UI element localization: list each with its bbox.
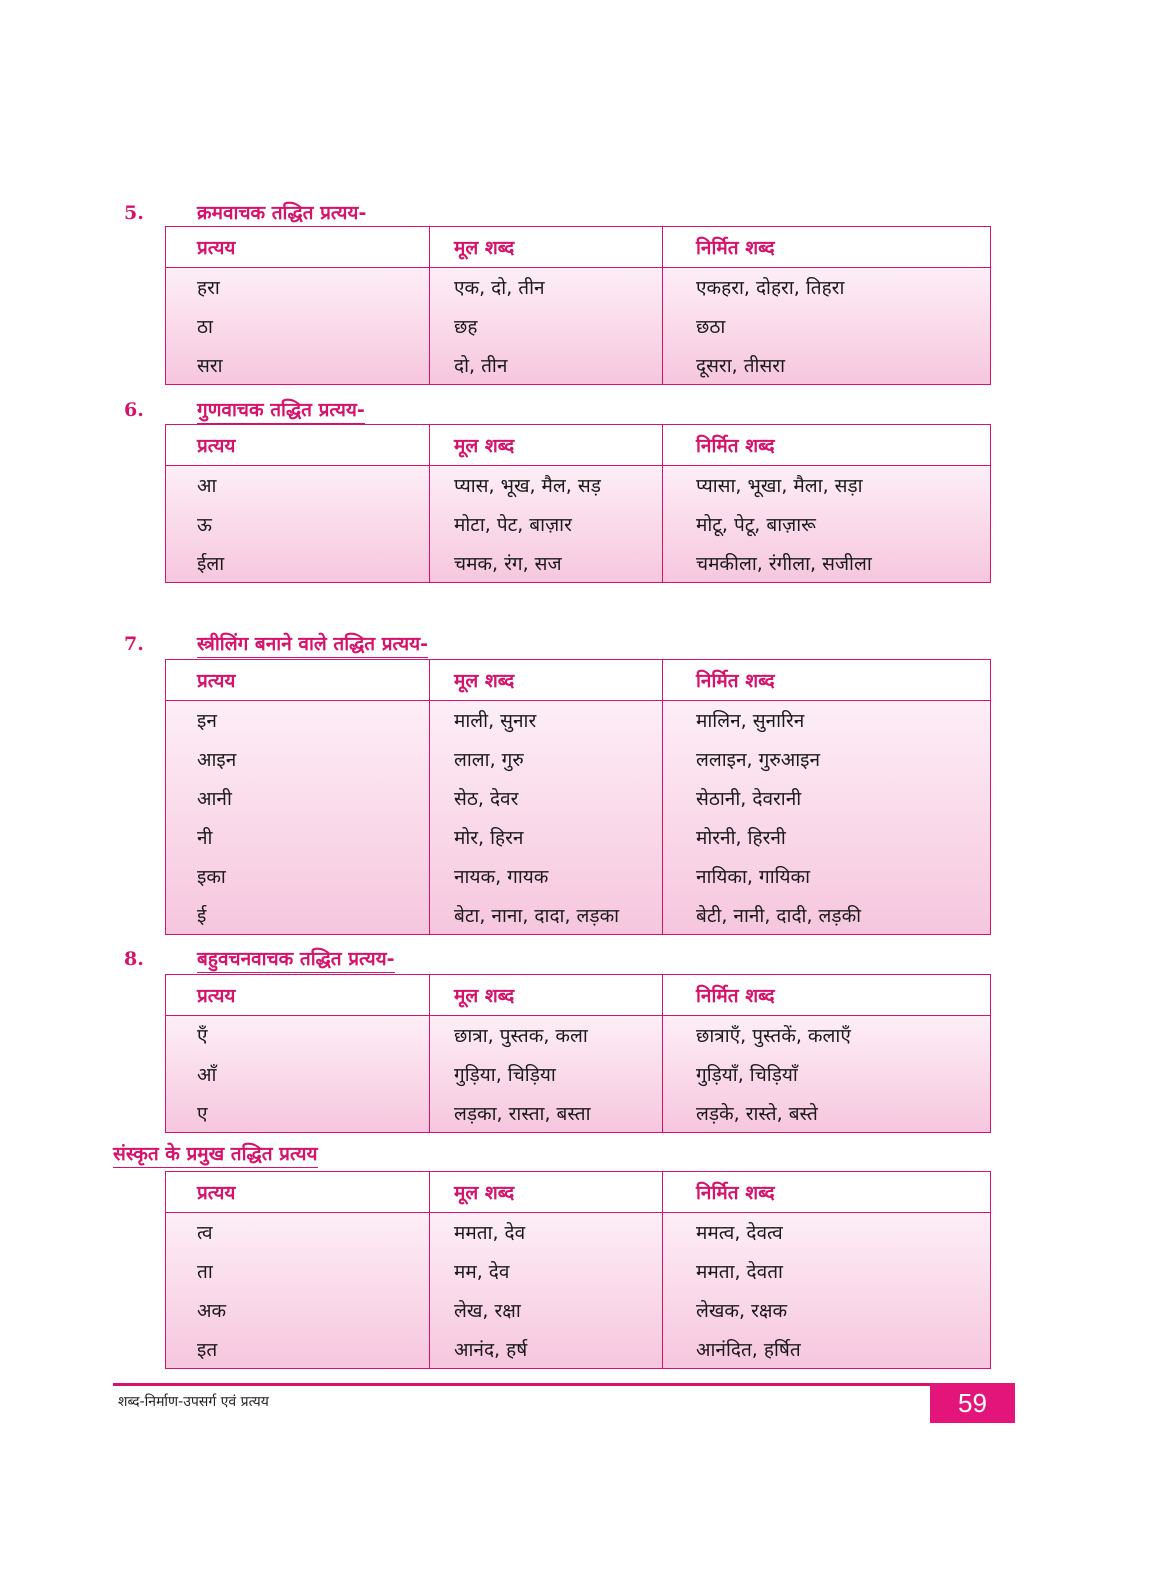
cell-root-word: लाला, गुरु: [430, 740, 663, 779]
table-section-8: [165, 974, 991, 1133]
table-row: [166, 307, 991, 346]
table-header-row: [166, 975, 991, 1016]
table-row: [166, 1291, 991, 1330]
cell-formed-word: छात्राएँ, पुस्तकें, कलाएँ: [663, 1016, 991, 1055]
table-row: [166, 1252, 991, 1291]
cell-root-word: सेठ, देवर: [430, 779, 663, 818]
header-suffix: प्रत्यय: [166, 425, 430, 466]
cell-root-word: लड़का, रास्ता, बस्ता: [430, 1094, 663, 1133]
cell-root-word: प्यास, भूख, मैल, सड़: [430, 466, 663, 505]
cell-root-word: मोर, हिरन: [430, 818, 663, 857]
cell-suffix: अक: [166, 1291, 430, 1330]
cell-formed-word: ममता, देवता: [663, 1252, 991, 1291]
header-root-word: मूल शब्द: [430, 1172, 663, 1213]
header-suffix: प्रत्यय: [166, 227, 430, 268]
table-sanskrit: [165, 1171, 991, 1369]
table-header-row: [166, 1172, 991, 1213]
cell-formed-word: लेखक, रक्षक: [663, 1291, 991, 1330]
table-row: [166, 1094, 991, 1133]
table-row: [166, 1016, 991, 1055]
section-7-heading: [124, 630, 428, 658]
cell-root-word: छह: [430, 307, 663, 346]
table-header-row: [166, 660, 991, 701]
header-suffix: प्रत्यय: [166, 975, 430, 1016]
cell-formed-word: मालिन, सुनारिन: [663, 701, 991, 740]
cell-suffix: ई: [166, 896, 430, 935]
section-title: क्रमवाचक तद्धित प्रत्यय-: [197, 199, 366, 227]
cell-suffix: आँ: [166, 1055, 430, 1094]
table-row: [166, 1330, 991, 1369]
cell-formed-word: मोरनी, हिरनी: [663, 818, 991, 857]
header-formed-word: निर्मित शब्द: [663, 975, 991, 1016]
header-root-word: मूल शब्द: [430, 660, 663, 701]
cell-formed-word: ममत्व, देवत्व: [663, 1213, 991, 1252]
table-row: [166, 701, 991, 740]
cell-formed-word: मोटू, पेटू, बाज़ारू: [663, 505, 991, 544]
table-row: [166, 346, 991, 385]
table-row: [166, 896, 991, 935]
cell-root-word: माली, सुनार: [430, 701, 663, 740]
header-root-word: मूल शब्द: [430, 227, 663, 268]
cell-formed-word: सेठानी, देवरानी: [663, 779, 991, 818]
table-row: [166, 505, 991, 544]
header-suffix: प्रत्यय: [166, 660, 430, 701]
cell-suffix: त्व: [166, 1213, 430, 1252]
cell-root-word: नायक, गायक: [430, 857, 663, 896]
table-section-7: [165, 659, 991, 935]
cell-formed-word: लड़के, रास्ते, बस्ते: [663, 1094, 991, 1133]
footer-divider: [113, 1383, 1015, 1386]
header-suffix: प्रत्यय: [166, 1172, 430, 1213]
cell-suffix: आ: [166, 466, 430, 505]
cell-suffix: नी: [166, 818, 430, 857]
table-header-row: [166, 425, 991, 466]
cell-suffix: इत: [166, 1330, 430, 1369]
header-root-word: मूल शब्द: [430, 425, 663, 466]
section-number: 7.: [124, 633, 144, 655]
section-title: स्त्रीलिंग बनाने वाले तद्धित प्रत्यय-: [197, 630, 428, 658]
cell-formed-word: चमकीला, रंगीला, सजीला: [663, 544, 991, 583]
table-row: [166, 544, 991, 583]
section-title: संस्कृत के प्रमुख तद्धित प्रत्यय: [113, 1140, 318, 1168]
sanskrit-section-heading: [113, 1140, 318, 1168]
header-root-word: मूल शब्द: [430, 975, 663, 1016]
cell-root-word: चमक, रंग, सज: [430, 544, 663, 583]
cell-root-word: आनंद, हर्ष: [430, 1330, 663, 1369]
cell-formed-word: प्यासा, भूखा, मैला, सड़ा: [663, 466, 991, 505]
section-number: 5.: [124, 202, 144, 224]
section-5-heading: [124, 199, 366, 227]
cell-root-word: दो, तीन: [430, 346, 663, 385]
cell-formed-word: नायिका, गायिका: [663, 857, 991, 896]
cell-suffix: आनी: [166, 779, 430, 818]
cell-suffix: सरा: [166, 346, 430, 385]
table-row: [166, 268, 991, 307]
header-formed-word: निर्मित शब्द: [663, 660, 991, 701]
cell-suffix: एँ: [166, 1016, 430, 1055]
table-row: [166, 1055, 991, 1094]
table-header-row: [166, 227, 991, 268]
table-row: [166, 1213, 991, 1252]
cell-suffix: इन: [166, 701, 430, 740]
cell-suffix: ऊ: [166, 505, 430, 544]
cell-formed-word: एकहरा, दोहरा, तिहरा: [663, 268, 991, 307]
cell-suffix: ईला: [166, 544, 430, 583]
cell-formed-word: बेटी, नानी, दादी, लड़की: [663, 896, 991, 935]
section-number: 8.: [124, 948, 144, 970]
header-formed-word: निर्मित शब्द: [663, 1172, 991, 1213]
cell-formed-word: दूसरा, तीसरा: [663, 346, 991, 385]
table-section-5: [165, 226, 991, 385]
cell-suffix: ता: [166, 1252, 430, 1291]
cell-formed-word: छठा: [663, 307, 991, 346]
section-title: बहुवचनवाचक तद्धित प्रत्यय-: [197, 945, 395, 973]
table-row: [166, 779, 991, 818]
cell-suffix: इका: [166, 857, 430, 896]
cell-suffix: आइन: [166, 740, 430, 779]
header-formed-word: निर्मित शब्द: [663, 425, 991, 466]
section-title: गुणवाचक तद्धित प्रत्यय-: [197, 396, 365, 424]
cell-suffix: ठा: [166, 307, 430, 346]
cell-root-word: मोटा, पेट, बाज़ार: [430, 505, 663, 544]
footer-chapter-title: शब्द-निर्माण-उपसर्ग एवं प्रत्यय: [118, 1394, 269, 1410]
cell-root-word: एक, दो, तीन: [430, 268, 663, 307]
cell-root-word: बेटा, नाना, दादा, लड़का: [430, 896, 663, 935]
table-row: [166, 740, 991, 779]
cell-suffix: हरा: [166, 268, 430, 307]
table-row: [166, 857, 991, 896]
cell-formed-word: आनंदित, हर्षित: [663, 1330, 991, 1369]
cell-root-word: ममता, देव: [430, 1213, 663, 1252]
page-number: 59: [930, 1383, 1015, 1423]
table-row: [166, 818, 991, 857]
cell-root-word: लेख, रक्षा: [430, 1291, 663, 1330]
cell-root-word: छात्रा, पुस्तक, कला: [430, 1016, 663, 1055]
section-number: 6.: [124, 399, 144, 421]
header-formed-word: निर्मित शब्द: [663, 227, 991, 268]
cell-suffix: ए: [166, 1094, 430, 1133]
section-8-heading: [124, 945, 395, 973]
cell-root-word: मम, देव: [430, 1252, 663, 1291]
table-section-6: [165, 424, 991, 583]
cell-formed-word: ललाइन, गुरुआइन: [663, 740, 991, 779]
cell-formed-word: गुड़ियाँ, चिड़ियाँ: [663, 1055, 991, 1094]
cell-root-word: गुड़िया, चिड़िया: [430, 1055, 663, 1094]
table-row: [166, 466, 991, 505]
section-6-heading: [124, 396, 365, 424]
